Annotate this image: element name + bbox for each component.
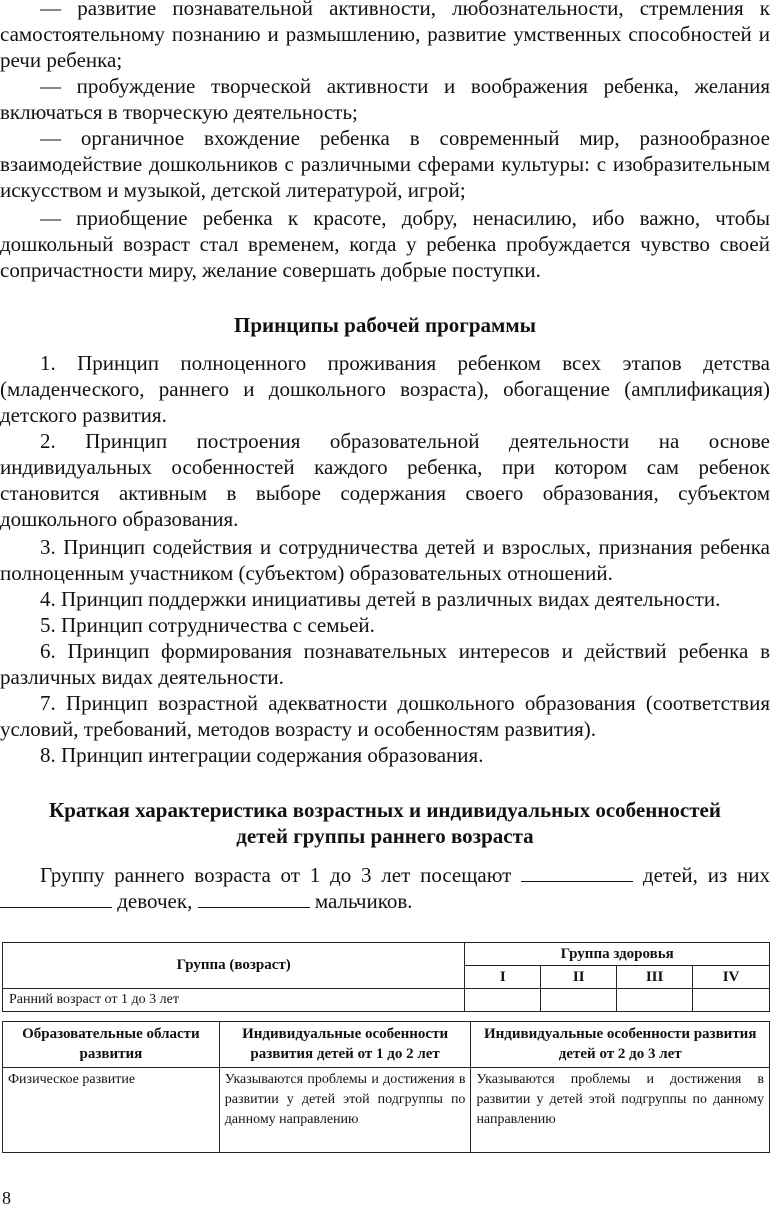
characteristics-heading-line2: детей группы раннего возраста [236,824,534,848]
characteristics-heading-line1: Краткая характеристика возрастных и индивидуальных особенностей [49,798,721,822]
health-group-III: III [617,966,693,989]
intro-item-2: — пробуждение творческой активности и воображения ребенка, желания включаться в творческую деятельность; [0,74,770,124]
principles-heading: Принципы рабочей программы [233,313,537,337]
principle-2: 2. Принцип построения образовательной деятельности на основе индивидуальных особенностей каждого ребенка, при котором сам ребенок становится активным в выборе содержания своего образования, субъектом дошкольного образования. [0,429,770,531]
health-table-health-header: Группа здоровья [465,943,770,966]
principle-8: 8. Принцип интеграции содержания образования. [40,743,484,767]
health-table-group-header: Группа (возраст) [3,943,465,989]
group-sentence-part1: Группу раннего возраста от 1 до 3 лет посещают [40,863,512,887]
areas-row-age-2-3: Указываются проблемы и достижения в развитии у детей этой подгруппы по данному направлению [471,1068,770,1153]
principle-1: 1. Принцип полноценного проживания ребенком всех этапов детства (младенческого, раннего и дошкольного возраста), обогащение (амплификация) детского развития. [0,351,770,427]
page-number: 8 [2,1188,11,1208]
health-cell-III[interactable] [617,989,693,1012]
health-group-I: I [465,966,541,989]
group-sentence-part4: мальчиков. [314,889,413,913]
areas-header-area: Образовательные области развития [3,1022,220,1068]
health-group-IV: IV [693,966,770,989]
health-cell-I[interactable] [465,989,541,1012]
principle-3: 3. Принцип содействия и сотрудничества детей и взрослых, признания ребенка полноценным участником (субъектом) образовательных отношений. [0,535,770,585]
educational-areas-table [2,1021,770,1153]
girls-count-blank[interactable] [0,889,112,908]
principle-4: 4. Принцип поддержки инициативы детей в различных видах деятельности. [40,587,721,611]
health-cell-IV[interactable] [693,989,770,1012]
areas-header-age-2-3: Индивидуальные особенности развития детей от 2 до 3 лет [471,1022,770,1068]
principle-5: 5. Принцип сотрудничества с семьей. [40,613,375,637]
principle-7: 7. Принцип возрастной адекватности дошкольного образования (соответствия условий, требований, методов возрасту и особенностям развития). [0,691,770,741]
boys-count-blank[interactable] [198,889,310,908]
intro-item-3: — органичное вхождение ребенка в современный мир, разнообразное взаимодействие дошкольников с различными сферами культуры: с изобразительным искусством и музыкой, детской литературой, игрой; [0,126,770,202]
health-table-row-label: Ранний возраст от 1 до 3 лет [3,989,465,1012]
intro-item-1: — развитие познавательной активности, любознательности, стремления к самостоятельному познанию и размышлению, развитие умственных способностей и речи ребенка; [0,0,770,72]
principle-6: 6. Принцип формирования познавательных интересов и действий ребенка в различных видах деятельности. [0,639,770,689]
health-group-table [2,942,770,1012]
areas-row-area: Физическое развитие [3,1068,220,1153]
group-sentence-part3: девочек, [117,889,193,913]
areas-header-age-1-2: Индивидуальные особенности развития детей от 1 до 2 лет [219,1022,471,1068]
children-count-blank[interactable] [521,863,633,882]
intro-item-4: — приобщение ребенка к красоте, добру, ненасилию, ибо важно, чтобы дошкольный возраст стал временем, когда у ребенка пробуждается чувство своей сопричастности миру, желание совершать добрые поступки. [0,206,770,282]
areas-row-age-1-2: Указываются проблемы и достижения в развитии у детей этой подгруппы по данному направлению [219,1068,471,1153]
group-sentence [0,862,770,914]
group-sentence-part2: детей, из них [642,863,770,887]
health-cell-II[interactable] [541,989,617,1012]
health-group-II: II [541,966,617,989]
